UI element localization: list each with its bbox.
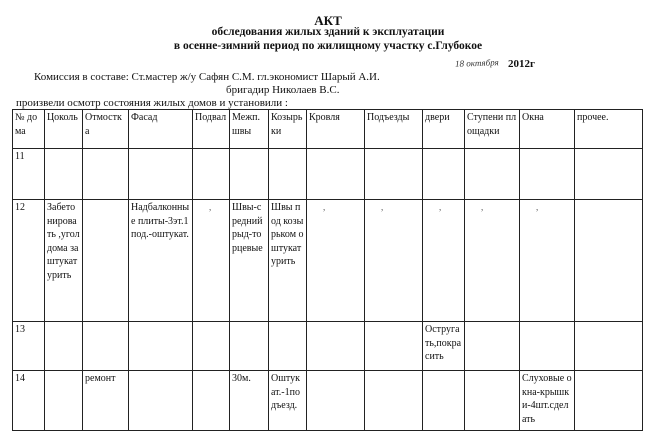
- act-title: АКТ: [314, 13, 342, 28]
- table-cell: [269, 149, 307, 200]
- column-header: № дома: [13, 110, 45, 149]
- inspection-table: [12, 109, 643, 431]
- table-cell: Слуховые окна-крышки-4шт.сделать: [520, 371, 575, 431]
- column-header: Козырьки: [269, 110, 307, 149]
- check-mark: ,: [439, 202, 442, 212]
- table-row: [13, 149, 643, 200]
- table-cell: [465, 322, 520, 371]
- table-cell: [423, 200, 465, 322]
- table-cell: [365, 149, 423, 200]
- table-cell: Остругать,покрасить: [423, 322, 465, 371]
- table-cell: [575, 149, 643, 200]
- table-cell: [193, 371, 230, 431]
- table-cell: [230, 322, 269, 371]
- table-cell: [307, 322, 365, 371]
- table-cell: [45, 371, 83, 431]
- table-cell: [193, 149, 230, 200]
- table-cell: [129, 149, 193, 200]
- act-subtitle-line1: обследования жилых зданий к эксплуатации: [211, 26, 445, 38]
- table-cell: [575, 371, 643, 431]
- column-header: двери: [423, 110, 465, 149]
- inspection-statement: произвели осмотр состояния жилых домов и установили :: [16, 97, 288, 109]
- table-cell: [230, 149, 269, 200]
- column-header: прочее.: [575, 110, 643, 149]
- table-cell: [575, 200, 643, 322]
- table-row: [13, 200, 643, 322]
- house-number-cell: 13: [13, 322, 45, 371]
- table-cell: [307, 149, 365, 200]
- column-header: Отмостка: [83, 110, 129, 149]
- table-cell: [307, 371, 365, 431]
- table-cell: [45, 322, 83, 371]
- table-cell: [423, 371, 465, 431]
- table-cell: [575, 322, 643, 371]
- table-cell: [520, 149, 575, 200]
- column-header: Фасад: [129, 110, 193, 149]
- column-header: Межп. швы: [230, 110, 269, 149]
- table-cell: [193, 322, 230, 371]
- house-number-cell: 12: [13, 200, 45, 322]
- check-mark: ,: [481, 202, 484, 212]
- table-cell: [365, 371, 423, 431]
- table-cell: [83, 322, 129, 371]
- check-mark: ,: [323, 202, 326, 212]
- column-header: Окна: [520, 110, 575, 149]
- check-mark: ,: [381, 202, 384, 212]
- column-header: Подъезды: [365, 110, 423, 149]
- column-header: Подвал: [193, 110, 230, 149]
- table-cell: Забетонировать ,угол дома заштукатурить: [45, 200, 83, 322]
- table-cell: [520, 322, 575, 371]
- check-mark: ,: [536, 202, 539, 212]
- table-header-row: [13, 110, 643, 149]
- table-cell: [465, 371, 520, 431]
- table-cell: [83, 149, 129, 200]
- table-cell: Швы под козырьком оштукатурить: [269, 200, 307, 322]
- column-header: Ступени площадки: [465, 110, 520, 149]
- table-cell: [269, 322, 307, 371]
- table-cell: [365, 200, 423, 322]
- act-year: 2012г: [508, 58, 535, 70]
- table-row: [13, 322, 643, 371]
- brigadir-line: бригадир Николаев В.С.: [226, 84, 340, 96]
- act-subtitle-line2: в осенне-зимний период по жилищному участку с.Глубокое: [173, 40, 483, 52]
- handwritten-date: 18 октября: [454, 57, 499, 69]
- table-cell: ремонт: [83, 371, 129, 431]
- table-cell: [45, 149, 83, 200]
- house-number-cell: 11: [13, 149, 45, 200]
- table-cell: [307, 200, 365, 322]
- table-cell: [193, 200, 230, 322]
- table-cell: [129, 322, 193, 371]
- table-cell: Надбалконные плиты-3эт.1под.-оштукат.: [129, 200, 193, 322]
- table-cell: [129, 371, 193, 431]
- column-header: Кровля: [307, 110, 365, 149]
- check-mark: ,: [209, 202, 212, 212]
- table-cell: [520, 200, 575, 322]
- commission-line: Комиссия в составе: Ст.мастер ж/у Сафян С.М. гл.экономист Шарый А.И.: [34, 71, 380, 83]
- table-cell: Швы-средний рыд-торцевые: [230, 200, 269, 322]
- table-cell: [465, 200, 520, 322]
- table-cell: Оштукат.-1подъезд.: [269, 371, 307, 431]
- table-row: [13, 371, 643, 431]
- column-header: Цоколь: [45, 110, 83, 149]
- table-cell: [365, 322, 423, 371]
- table-cell: 30м.: [230, 371, 269, 431]
- table-cell: [423, 149, 465, 200]
- table-cell: [465, 149, 520, 200]
- table-cell: [83, 200, 129, 322]
- house-number-cell: 14: [13, 371, 45, 431]
